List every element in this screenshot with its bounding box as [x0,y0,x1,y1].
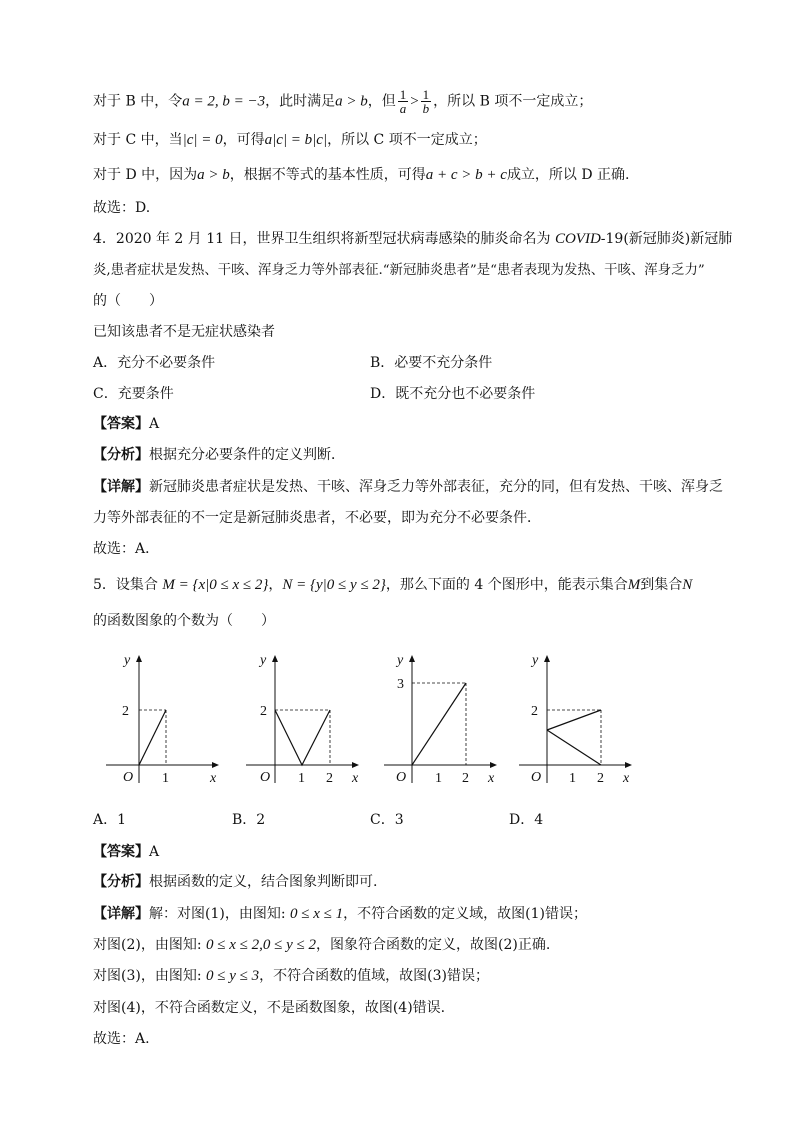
fraction-1-over-b: $\frac{1}{b}$ [422,87,430,116]
q4-stem-line3: 的（ ） [93,293,163,309]
tick-2: 2 [531,704,538,719]
q3-answer: 故选：D. [93,200,151,216]
origin-label: O [260,770,271,785]
tick-2: 2 [260,704,267,719]
q4-stem-line1: 4．2020 年 2 月 11 日，世界卫生组织将新型冠状病毒感染的肺炎命名为 COVID-19(新冠肺炎)新冠肺 [93,231,733,247]
q4-detail-line2: 力等外部表征的不一定是新冠肺炎患者，不必要，即为充分不必要条件． [93,510,541,526]
tick-2-x: 2 [597,771,604,786]
q4-option-a: A．充分不必要条件 [93,355,216,371]
tick-2-x: 2 [326,771,333,786]
graph-segment-lower [547,730,601,765]
x-label: x [623,771,630,786]
graph-2 [246,648,366,788]
q4-answer: 【答案】A [93,416,160,432]
q5-stem-line2: 的函数图象的个数为（ ） [93,613,275,629]
q4-stem-line2: 炎,患者症状是发热、干咳、浑身乏力等外部表征.“新冠肺炎患者”是“患者表现为发热、干咳、浑身乏力” [93,263,705,278]
q3-line-d: 对于 D 中，因为a > b，根据不等式的基本性质，可得a + c > b + c成立，所以 D 正确. [93,167,630,183]
q5-answer: 【答案】A [93,844,160,860]
x-label: x [210,771,217,786]
tick-1: 1 [298,771,305,786]
graph-segment [139,710,166,765]
tick-1: 1 [435,771,442,786]
q4-option-c: C．充要条件 [93,386,174,402]
q4-option-d: D．既不充分也不必要条件 [370,386,536,402]
q5-detail-line1: 【详解】解：对图(1)，由图知: 0 ≤ x ≤ 1，不符合函数的定义域，故图(1)错误； [93,906,587,922]
fraction-1-over-a: $\frac{1}{a}$ [399,87,407,116]
tick-1: 1 [569,771,576,786]
origin-label: O [123,770,134,785]
origin-label: O [396,770,407,785]
graph-3 [384,648,504,788]
q5-stem-line1: 5．设集合 M = {x|0 ≤ x ≤ 2}，N = {y|0 ≤ y ≤ 2}，那么下面的 4 个图形中，能表示集合M到集合N [93,577,693,593]
q5-detail-line4: 对图(4)，不符合函数定义，不是函数图象，故图(4)错误. [93,1000,446,1016]
y-label: y [260,653,267,668]
q5-option-b: B．2 [232,812,266,828]
q5-analysis: 【分析】根据函数的定义，结合图象判断即可. [93,874,378,890]
y-label: y [397,653,404,668]
y-label: y [124,653,131,668]
graph-4 [519,648,639,788]
graph-segment [412,683,466,765]
graph-segment [275,710,330,765]
q5-option-c: C．3 [370,812,404,828]
q5-detail-line3: 对图(3)，由图知: 0 ≤ y ≤ 3，不符合函数的值域，故图(3)错误； [93,968,489,984]
tick-1: 1 [162,771,169,786]
origin-label: O [531,770,542,785]
q3-line-c: 对于 C 中，当|c| = 0，可得a|c| = b|c|，所以 C 项不一定成立； [93,132,487,148]
q5-final: 故选：A. [93,1031,150,1047]
tick-2: 2 [462,771,469,786]
q5-option-d: D．4 [509,812,544,828]
graph-segment-upper [547,710,601,730]
q3-line-b: 对于 B 中，令a = 2, b = −3，此时满足a > b，但 $\frac{1}{a}$ > $\frac{1}{b}$ ，所以 B 项不一定成立； [93,87,593,116]
q4-option-b: B．必要不充分条件 [370,355,493,371]
q4-analysis: 【分析】根据充分必要条件的定义判断． [93,447,345,463]
tick-2: 2 [122,704,129,719]
q5-detail-line2: 对图(2)，由图知: 0 ≤ x ≤ 2,0 ≤ y ≤ 2，图象符合函数的定义，故图(2)正确. [93,937,551,953]
tick-3: 3 [397,677,404,692]
q5-option-a: A．1 [93,812,127,828]
x-label: x [488,771,495,786]
graph-1 [106,648,226,788]
q4-final: 故选：A． [93,541,160,557]
q4-stem-line4: 已知该患者不是无症状感染者 [93,324,275,340]
y-label: y [532,653,539,668]
x-label: x [352,771,359,786]
q4-detail-line1: 【详解】新冠肺炎患者症状是发热、干咳、浑身乏力等外部表征，充分的同，但有发热、干咳、浑身乏 [93,479,723,495]
